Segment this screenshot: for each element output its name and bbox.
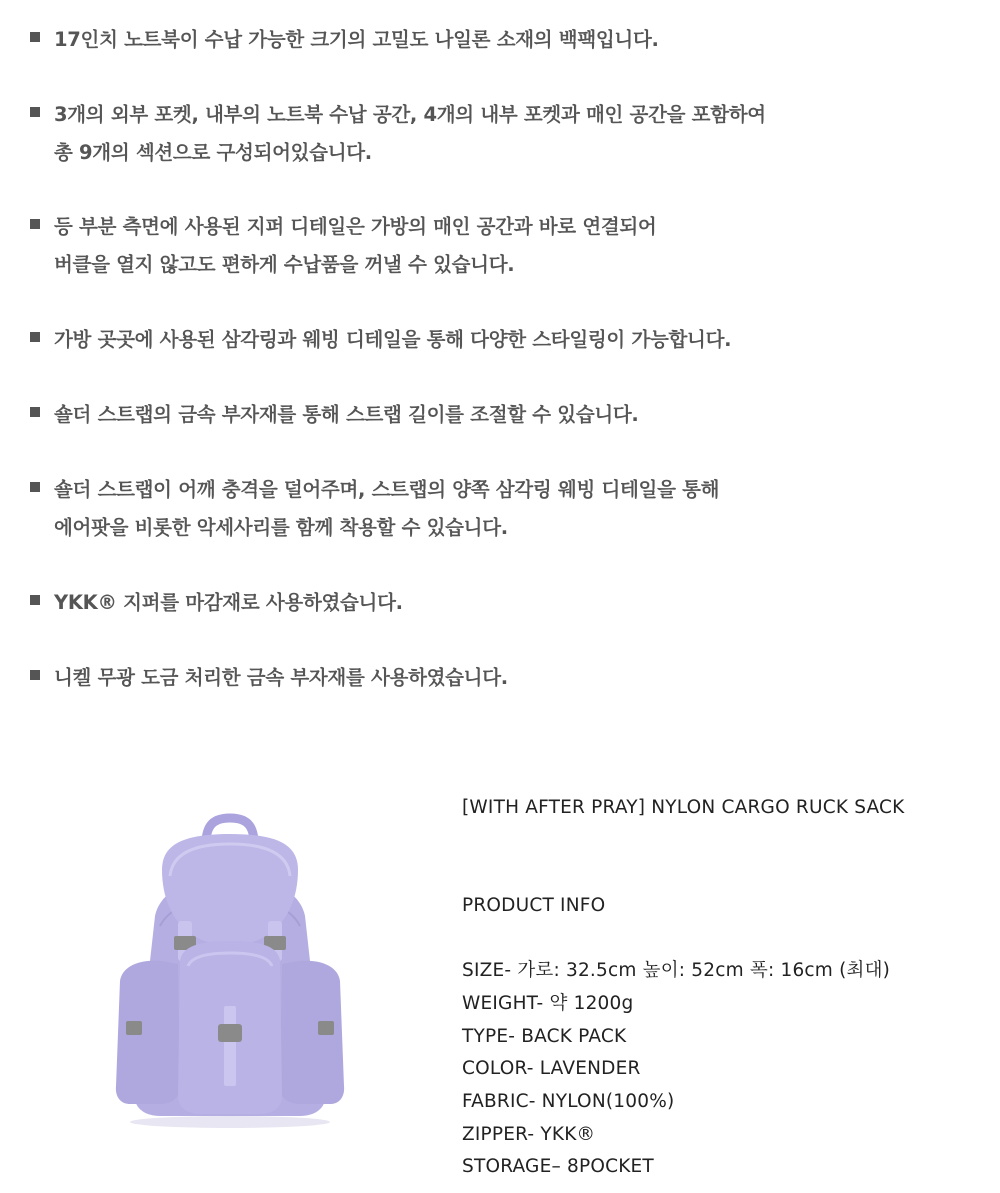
square-bullet-icon	[30, 482, 40, 492]
feature-text: 등 부분 측면에 사용된 지퍼 디테일은 가방의 매인 공간과 바로 연결되어	[54, 215, 657, 238]
spec-type: TYPE- BACK PACK	[462, 1026, 627, 1047]
feature-text: 총 9개의 섹션으로 구성되어있습니다.	[54, 141, 372, 164]
product-name: [WITH AFTER PRAY] NYLON CARGO RUCK SACK	[462, 797, 905, 818]
feature-text: 17인치 노트북이 수납 가능한 크기의 고밀도 나일론 소재의 백팩입니다.	[54, 28, 659, 51]
backpack-image	[100, 796, 360, 1146]
product-section	[0, 770, 1000, 1193]
feature-item	[30, 471, 719, 547]
feature-item	[30, 321, 731, 359]
square-bullet-icon	[30, 332, 40, 342]
feature-text: 버클을 열지 않고도 편하게 수납품을 꺼낼 수 있습니다.	[54, 253, 515, 276]
square-bullet-icon	[30, 407, 40, 417]
feature-item	[30, 96, 766, 172]
feature-text: 3개의 외부 포켓, 내부의 노트북 수납 공간, 4개의 내부 포켓과 매인 공간을 포함하여	[54, 103, 766, 126]
square-bullet-icon	[30, 670, 40, 680]
spec-color: COLOR- LAVENDER	[462, 1058, 641, 1079]
square-bullet-icon	[30, 595, 40, 605]
spec-fabric: FABRIC- NYLON(100%)	[462, 1091, 675, 1112]
spec-weight: WEIGHT- 약 1200g	[462, 993, 634, 1014]
feature-text: 가방 곳곳에 사용된 삼각링과 웨빙 디테일을 통해 다양한 스타일링이 가능합니다.	[54, 328, 732, 351]
feature-text: YKK® 지퍼를 마감재로 사용하였습니다.	[54, 591, 403, 614]
spec-storage: STORAGE– 8POCKET	[462, 1156, 654, 1177]
feature-text: 니켈 무광 도금 처리한 금속 부자재를 사용하였습니다.	[54, 666, 508, 689]
info-heading: PRODUCT INFO	[462, 895, 606, 916]
square-bullet-icon	[30, 219, 40, 229]
feature-text: 숄더 스트랩의 금속 부자재를 통해 스트랩 길이를 조절할 수 있습니다.	[54, 403, 639, 426]
feature-text: 에어팟을 비롯한 악세사리를 함께 착용할 수 있습니다.	[54, 516, 508, 539]
square-bullet-icon	[30, 32, 40, 42]
feature-item	[30, 21, 659, 59]
square-bullet-icon	[30, 107, 40, 117]
feature-item	[30, 396, 639, 434]
feature-item	[30, 584, 403, 622]
feature-item	[30, 208, 656, 284]
spec-size: SIZE- 가로: 32.5cm 높이: 52cm 폭: 16cm (최대)	[462, 960, 891, 981]
feature-item	[30, 659, 508, 697]
feature-text: 숄더 스트랩이 어깨 충격을 덜어주며, 스트랩의 양쪽 삼각링 웨빙 디테일을 통해	[54, 478, 720, 501]
spec-zipper: ZIPPER- YKK®	[462, 1124, 596, 1145]
